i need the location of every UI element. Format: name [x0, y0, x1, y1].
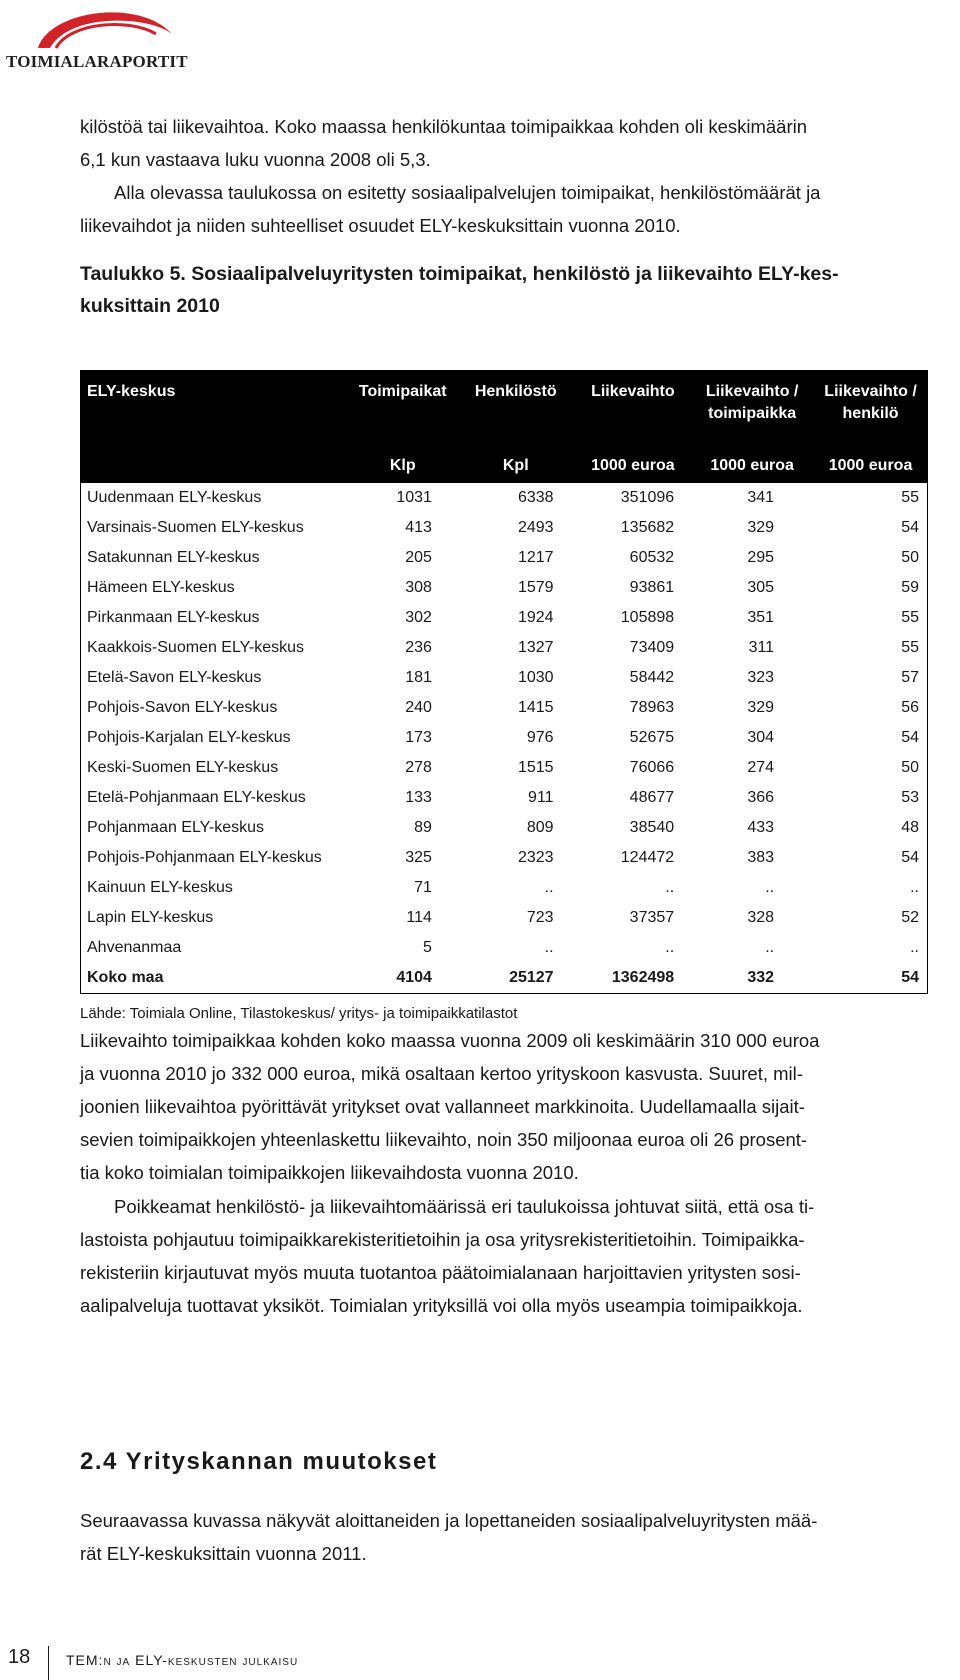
cell-ely: Pohjois-Savon ELY-keskus [87, 699, 278, 716]
cell-henkilosto: 25127 [509, 969, 554, 986]
cell-lv-henkilo: 55 [901, 639, 919, 656]
cell-henkilosto: 1924 [517, 609, 554, 626]
cell-ely: Hämeen ELY-keskus [87, 579, 235, 596]
cell-liikevaihto: 37357 [629, 909, 675, 926]
cell-ely: Kaakkois-Suomen ELY-keskus [87, 639, 304, 656]
cell-liikevaihto: 105898 [620, 609, 675, 626]
cell-henkilosto: 1415 [517, 699, 554, 716]
cell-ely: Kainuun ELY-keskus [87, 879, 233, 896]
table-row [81, 903, 928, 933]
header-liikevaihto: Liikevaihto [576, 371, 691, 450]
cell-toimipaikat: 4104 [396, 969, 432, 986]
cell-ely: Etelä-Pohjanmaan ELY-keskus [87, 789, 306, 806]
cell-lv-toimipaikka: .. [765, 879, 775, 896]
cell-henkilosto: 6338 [517, 489, 554, 506]
cell-lv-henkilo: 55 [901, 489, 919, 506]
body-line: Poikkeamat henkilöstö- ja liikevaihtomäärissä eri taulukoissa johtuvat siitä, että osa ti- [114, 1196, 815, 1217]
cell-toimipaikat: 181 [405, 669, 432, 686]
table-row [81, 543, 928, 573]
unit-henkilosto: Kpl [456, 449, 576, 483]
cell-ely: Pirkanmaan ELY-keskus [87, 609, 260, 626]
body-line: tia koko toimialan toimipaikkojen liikevaihdosta vuonna 2010. [80, 1162, 579, 1183]
table-row [81, 663, 928, 693]
cell-toimipaikat: 413 [405, 519, 432, 536]
table-row [81, 783, 928, 813]
body-paragraph-2 [80, 1190, 958, 1322]
cell-ely: Lapin ELY-keskus [87, 909, 214, 926]
body-line: rekisteriin kirjautuvat myös muuta tuotantoa päätoimialanaan harjoittavien yritysten sosi- [80, 1262, 801, 1283]
cell-lv-henkilo: 59 [901, 579, 919, 596]
cell-lv-henkilo: 53 [901, 789, 919, 806]
cell-henkilosto: 911 [528, 789, 554, 806]
cell-henkilosto: 1030 [517, 669, 554, 686]
table-row [81, 603, 928, 633]
cell-henkilosto: 1515 [517, 759, 554, 776]
cell-lv-henkilo: 57 [901, 669, 919, 686]
table-row [81, 813, 928, 843]
table-body [81, 483, 928, 994]
cell-liikevaihto: 93861 [629, 579, 675, 596]
cell-ely: Koko maa [87, 969, 164, 986]
intro-line: Alla olevassa taulukossa on esitetty sosiaalipalvelujen toimipaikat, henkilöstömäärät ja [114, 182, 821, 203]
cell-toimipaikat: 302 [405, 609, 432, 626]
logo-arc-icon [30, 4, 180, 56]
cell-liikevaihto: 351096 [620, 489, 675, 506]
cell-lv-henkilo: 55 [901, 609, 919, 626]
table-row [81, 513, 928, 543]
table-row [81, 843, 928, 873]
cell-toimipaikat: 173 [405, 729, 432, 746]
cell-ely: Pohjois-Pohjanmaan ELY-keskus [87, 849, 322, 866]
cell-liikevaihto: 38540 [629, 819, 675, 836]
toimialaraportit-logo [6, 4, 202, 72]
header-lv-henkilo [814, 371, 927, 450]
unit-lv-toimipaikka: 1000 euroa [690, 449, 814, 483]
table-units-row [81, 449, 928, 483]
table-row [81, 633, 928, 663]
intro-line: liikevaihdot ja niiden suhteelliset osuudet ELY-keskuksittain vuonna 2010. [80, 215, 681, 236]
cell-ely: Varsinais-Suomen ELY-keskus [87, 519, 304, 536]
cell-lv-henkilo: 54 [901, 729, 919, 746]
table-row [81, 483, 928, 513]
body-line: joonien liikevaihtoa pyörittävät yritykset ovat vallanneet markkinoita. Uudellamaalla sijait- [80, 1096, 805, 1117]
body-line: rät ELY-keskuksittain vuonna 2011. [80, 1543, 367, 1564]
cell-ely: Pohjanmaan ELY-keskus [87, 819, 264, 836]
header-ely: ELY-keskus [81, 371, 350, 450]
cell-liikevaihto: 76066 [629, 759, 675, 776]
cell-lv-toimipaikka: 295 [747, 549, 775, 566]
footer-divider [48, 1646, 49, 1680]
caption-line: kuksittain 2010 [80, 295, 220, 317]
table-row [81, 723, 928, 753]
cell-toimipaikat: 205 [405, 549, 432, 566]
cell-toimipaikat: 71 [414, 879, 432, 896]
cell-henkilosto: 2493 [517, 519, 554, 536]
cell-lv-toimipaikka: 329 [747, 519, 775, 536]
cell-henkilosto: 723 [526, 909, 554, 926]
unit-empty [81, 449, 350, 483]
cell-henkilosto: 1579 [517, 579, 554, 596]
source-note: Lähde: Toimiala Online, Tilastokeskus/ yritys- ja toimipaikkatilastot [80, 1005, 518, 1022]
cell-lv-henkilo: 54 [901, 849, 919, 866]
cell-toimipaikat: 308 [405, 579, 432, 596]
unit-toimipaikat: Klp [350, 449, 456, 483]
table-row [81, 753, 928, 783]
cell-toimipaikat: 236 [405, 639, 432, 656]
cell-ely: Etelä-Savon ELY-keskus [87, 669, 262, 686]
table-row [81, 933, 928, 963]
cell-lv-toimipaikka: 351 [747, 609, 775, 626]
section-heading: 2.4 Yrityskannan muutokset [80, 1448, 438, 1475]
table-header-row [81, 371, 928, 450]
table-row [81, 573, 928, 603]
intro-line: kilöstöä tai liikevaihtoa. Koko maassa henkilökuntaa toimipaikkaa kohden oli keskimäärin [80, 116, 808, 137]
cell-lv-toimipaikka: 274 [747, 759, 775, 776]
cell-henkilosto: 1327 [517, 639, 554, 656]
cell-lv-toimipaikka: 328 [747, 909, 775, 926]
header-lv-henkilo-a: Liikevaihto / [824, 383, 917, 400]
table-caption [80, 258, 958, 322]
cell-lv-toimipaikka: 341 [747, 489, 775, 506]
body-line: ja vuonna 2010 jo 332 000 euroa, mikä osaltaan kertoo yrityskoon kasvusta. Suuret, mil- [80, 1063, 803, 1084]
body-line: Liikevaihto toimipaikkaa kohden koko maassa vuonna 2009 oli keskimäärin 310 000 euroa [80, 1030, 820, 1051]
cell-liikevaihto: .. [665, 939, 675, 956]
cell-henkilosto: 2323 [517, 849, 554, 866]
header-lv-toimipaikka-a: Liikevaihto / [705, 383, 799, 400]
cell-lv-henkilo: 52 [901, 909, 919, 926]
cell-lv-toimipaikka: 304 [747, 729, 775, 746]
cell-ely: Keski-Suomen ELY-keskus [87, 759, 279, 776]
body-line: lastoista pohjautuu toimipaikkarekisteritietoihin ja osa yritysrekisteritietoihin. Toimipaikka- [80, 1229, 805, 1250]
body-paragraph-1 [80, 1024, 958, 1189]
cell-toimipaikat: 240 [405, 699, 432, 716]
cell-liikevaihto: 1362498 [611, 969, 675, 986]
page-number: 18 [8, 1646, 31, 1668]
cell-lv-henkilo: .. [910, 879, 919, 896]
table-total-row [81, 963, 928, 994]
cell-toimipaikat: 5 [423, 939, 432, 956]
cell-lv-toimipaikka: 323 [747, 669, 775, 686]
cell-liikevaihto: 135682 [620, 519, 675, 536]
header-lv-toimipaikka [690, 371, 814, 450]
cell-liikevaihto: 124472 [620, 849, 675, 866]
cell-lv-henkilo: 50 [901, 759, 919, 776]
intro-paragraph [80, 110, 958, 242]
body-line: aalipalveluja tuottavat yksiköt. Toimialan yrityksillä voi olla myös useampia toimipaikkoja. [80, 1295, 803, 1316]
header-lv-henkilo-b: henkilö [842, 405, 899, 422]
cell-lv-henkilo: 54 [901, 519, 919, 536]
cell-liikevaihto: 60532 [629, 549, 675, 566]
cell-henkilosto: .. [544, 879, 554, 896]
cell-lv-henkilo: 50 [901, 549, 919, 566]
cell-lv-toimipaikka: 329 [747, 699, 775, 716]
footer-publication: TEM:n ja ELY-keskusten julkaisu [66, 1652, 299, 1668]
header-toimipaikat: Toimipaikat [350, 371, 456, 450]
cell-liikevaihto: 52675 [629, 729, 675, 746]
cell-lv-toimipaikka: .. [765, 939, 775, 956]
logo-text: TOIMIALARAPORTIT [6, 52, 188, 71]
cell-lv-toimipaikka: 433 [747, 819, 775, 836]
header-lv-toimipaikka-b: toimipaikka [708, 405, 797, 422]
cell-lv-toimipaikka: 332 [747, 969, 775, 986]
cell-ely: Pohjois-Karjalan ELY-keskus [87, 729, 291, 746]
cell-toimipaikat: 133 [405, 789, 432, 806]
cell-toimipaikat: 1031 [396, 489, 432, 506]
ely-table [80, 370, 928, 994]
table-row [81, 873, 928, 903]
cell-liikevaihto: 78963 [629, 699, 675, 716]
cell-toimipaikat: 89 [414, 819, 432, 836]
cell-lv-toimipaikka: 383 [747, 849, 775, 866]
body-paragraph-3 [80, 1504, 958, 1570]
header-henkilosto: Henkilöstö [456, 371, 576, 450]
cell-lv-toimipaikka: 305 [747, 579, 775, 596]
cell-henkilosto: 976 [526, 729, 554, 746]
cell-liikevaihto: .. [665, 879, 675, 896]
cell-henkilosto: .. [544, 939, 554, 956]
cell-lv-henkilo: 56 [901, 699, 919, 716]
cell-liikevaihto: 48677 [629, 789, 675, 806]
cell-toimipaikat: 114 [406, 909, 432, 926]
unit-liikevaihto: 1000 euroa [576, 449, 691, 483]
body-line: Seuraavassa kuvassa näkyvät aloittaneiden ja lopettaneiden sosiaalipalveluyritysten mää- [80, 1510, 818, 1531]
cell-lv-toimipaikka: 311 [748, 639, 775, 656]
table-row [81, 693, 928, 723]
cell-toimipaikat: 325 [405, 849, 432, 866]
cell-lv-henkilo: 48 [901, 819, 919, 836]
unit-lv-henkilo: 1000 euroa [814, 449, 927, 483]
intro-line: 6,1 kun vastaava luku vuonna 2008 oli 5,3. [80, 149, 431, 170]
cell-liikevaihto: 73409 [629, 639, 675, 656]
cell-lv-henkilo: 54 [901, 969, 919, 986]
cell-henkilosto: 809 [526, 819, 554, 836]
cell-liikevaihto: 58442 [629, 669, 675, 686]
cell-lv-toimipaikka: 366 [747, 789, 775, 806]
cell-ely: Satakunnan ELY-keskus [87, 549, 260, 566]
cell-ely: Ahvenanmaa [87, 939, 182, 956]
caption-line: Taulukko 5. Sosiaalipalveluyritysten toimipaikat, henkilöstö ja liikevaihto ELY-kes- [80, 263, 839, 285]
cell-lv-henkilo: .. [910, 939, 919, 956]
cell-toimipaikat: 278 [405, 759, 432, 776]
body-line: sevien toimipaikkojen yhteenlaskettu liikevaihto, noin 350 miljoonaa euroa oli 26 prosent- [80, 1129, 808, 1150]
cell-henkilosto: 1217 [517, 549, 554, 566]
cell-ely: Uudenmaan ELY-keskus [87, 489, 262, 506]
page-footer [0, 1646, 400, 1680]
